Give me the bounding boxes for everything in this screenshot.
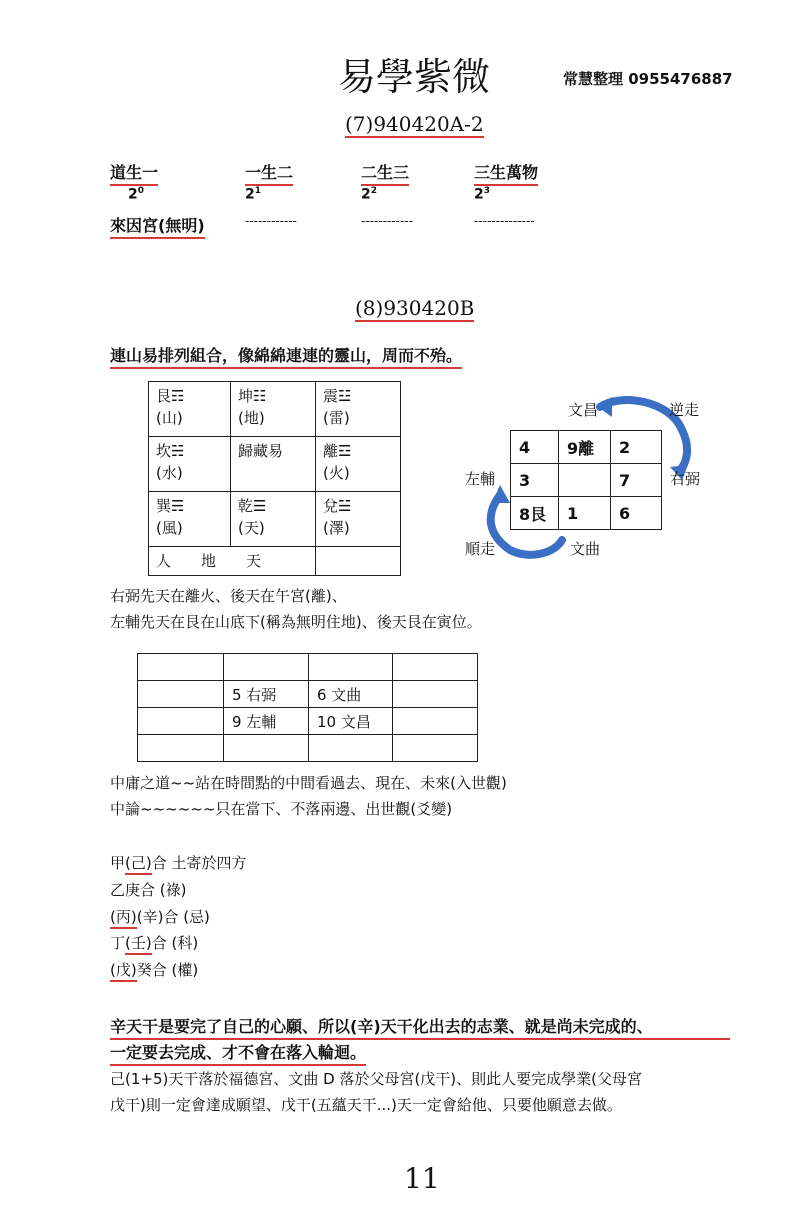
trigram-table — [148, 381, 401, 576]
table-row — [138, 681, 478, 708]
pair-line-3: (丙)(辛)合 (忌) — [110, 906, 210, 927]
paragraph-2: 戊干)則一定會達成願望、戊干(五蘊天干...)天一定會給他、只要他願意去做。 — [110, 1096, 622, 1114]
table-row — [511, 464, 662, 497]
paragraph-1: 己(1+5)天干落於福德宮、文曲 D 落於父母宮(戊干)、則此人要完成學業(父母宮 — [110, 1070, 643, 1088]
palace-cell: 1 — [559, 497, 611, 530]
table-row — [138, 735, 478, 762]
power-3: $2^3$ — [474, 186, 491, 203]
col1-label: 道生一 — [110, 160, 158, 186]
table-cell: 離☲ (火) — [316, 437, 401, 492]
power-1: $2^1$ — [245, 186, 262, 203]
pair-line-2: 乙庚合 (祿) — [110, 881, 187, 899]
table-row — [138, 708, 478, 735]
table-cell — [224, 654, 309, 681]
note-1: 右弼先天在離火、後天在午宮(離)、 — [110, 587, 347, 605]
author-credit: 常慧整理 0955476887 — [563, 70, 733, 88]
dash-1: ------------ — [245, 214, 297, 228]
table-row — [511, 431, 662, 464]
table-cell: 5 右弼 — [224, 681, 309, 708]
table-cell — [316, 547, 401, 576]
label-zuofu: 左輔 — [465, 470, 496, 488]
table-cell: 乾☰ (天) — [231, 492, 316, 547]
bold-paragraph-1: 辛天干是要完了自己的心願、所以(辛)天干化出去的志業、就是尚未完成的、 — [110, 1014, 730, 1040]
table-cell — [138, 708, 224, 735]
table-cell — [309, 654, 393, 681]
table-cell: 人 地 天 — [149, 547, 316, 576]
table-cell — [138, 681, 224, 708]
table-row — [511, 497, 662, 530]
label-counter: 逆走 — [669, 401, 700, 419]
table-cell: 巽☴ (風) — [149, 492, 231, 547]
table-cell — [393, 708, 478, 735]
page-title: 易學紫微 — [338, 55, 491, 99]
pair-line-4: 丁(壬)合 (科) — [110, 932, 198, 953]
section2-code: (8)930420B — [355, 296, 475, 320]
dash-2: ------------ — [361, 214, 413, 228]
table-cell — [138, 735, 224, 762]
col3-label: 二生三 — [361, 160, 409, 186]
table-cell: 歸藏易 — [231, 437, 316, 492]
table-cell: 6 文曲 — [309, 681, 393, 708]
table-cell — [309, 735, 393, 762]
section1-code: (7)940420A-2 — [345, 112, 484, 136]
page-number: 11 — [404, 1162, 440, 1195]
label-wenqu: 文曲 — [570, 540, 601, 558]
palace-cell — [559, 464, 611, 497]
bold-paragraph-2: 一定要去完成、才不會在落入輪迴。 — [110, 1040, 366, 1066]
palace-cell: 4 — [511, 431, 559, 464]
table-cell — [393, 681, 478, 708]
row-label: 來因宮(無明) — [110, 213, 205, 239]
palace-cell: 3 — [511, 464, 559, 497]
table-cell: 10 文昌 — [309, 708, 393, 735]
power-2: $2^2$ — [361, 186, 378, 203]
table-cell — [393, 735, 478, 762]
table-row — [149, 547, 401, 576]
table-row — [138, 654, 478, 681]
table-cell: 9 左輔 — [224, 708, 309, 735]
label-wenchang: 文昌 — [568, 401, 599, 419]
note-2: 左輔先天在艮在山底下(稱為無明住地)、後天艮在寅位。 — [110, 613, 482, 631]
dash-3: -------------- — [474, 214, 535, 228]
power-0: $2^0$ — [128, 186, 145, 203]
table-cell: 震☳ (雷) — [316, 382, 401, 437]
table-cell: 坤☷ (地) — [231, 382, 316, 437]
col2-label: 一生二 — [245, 160, 293, 186]
table-row — [149, 492, 401, 547]
table-row — [149, 437, 401, 492]
section2-heading: 連山易排列組合，像綿綿連連的靈山，周而不殆。 — [110, 343, 462, 369]
table-cell — [393, 654, 478, 681]
table-cell: 坎☵ (水) — [149, 437, 231, 492]
table-cell — [224, 735, 309, 762]
star-table — [137, 653, 478, 762]
pair-line-1: 甲(己)合 土寄於四方 — [110, 852, 247, 873]
pair-line-5: (戊)癸合 (權) — [110, 959, 198, 980]
palace-cell: 6 — [611, 497, 662, 530]
label-youbi: 右弼 — [670, 470, 701, 488]
table-row — [149, 382, 401, 437]
palace-cell: 7 — [611, 464, 662, 497]
palace-cell: 2 — [611, 431, 662, 464]
label-clockwise: 順走 — [465, 540, 496, 558]
palace-cell: 9離 — [559, 431, 611, 464]
nine-palace-grid — [510, 430, 662, 530]
line-zhongyong: 中庸之道~~站在時間點的中間看過去、現在、未來(入世觀) — [110, 774, 507, 792]
table-cell: 兌☱ (澤) — [316, 492, 401, 547]
table-cell: 艮☶ (山) — [149, 382, 231, 437]
table-cell — [138, 654, 224, 681]
col4-label: 三生萬物 — [474, 160, 538, 186]
palace-cell: 8艮 — [511, 497, 559, 530]
line-zhonglun: 中論~~~~~~只在當下、不落兩邊、出世觀(爻變) — [110, 800, 453, 818]
